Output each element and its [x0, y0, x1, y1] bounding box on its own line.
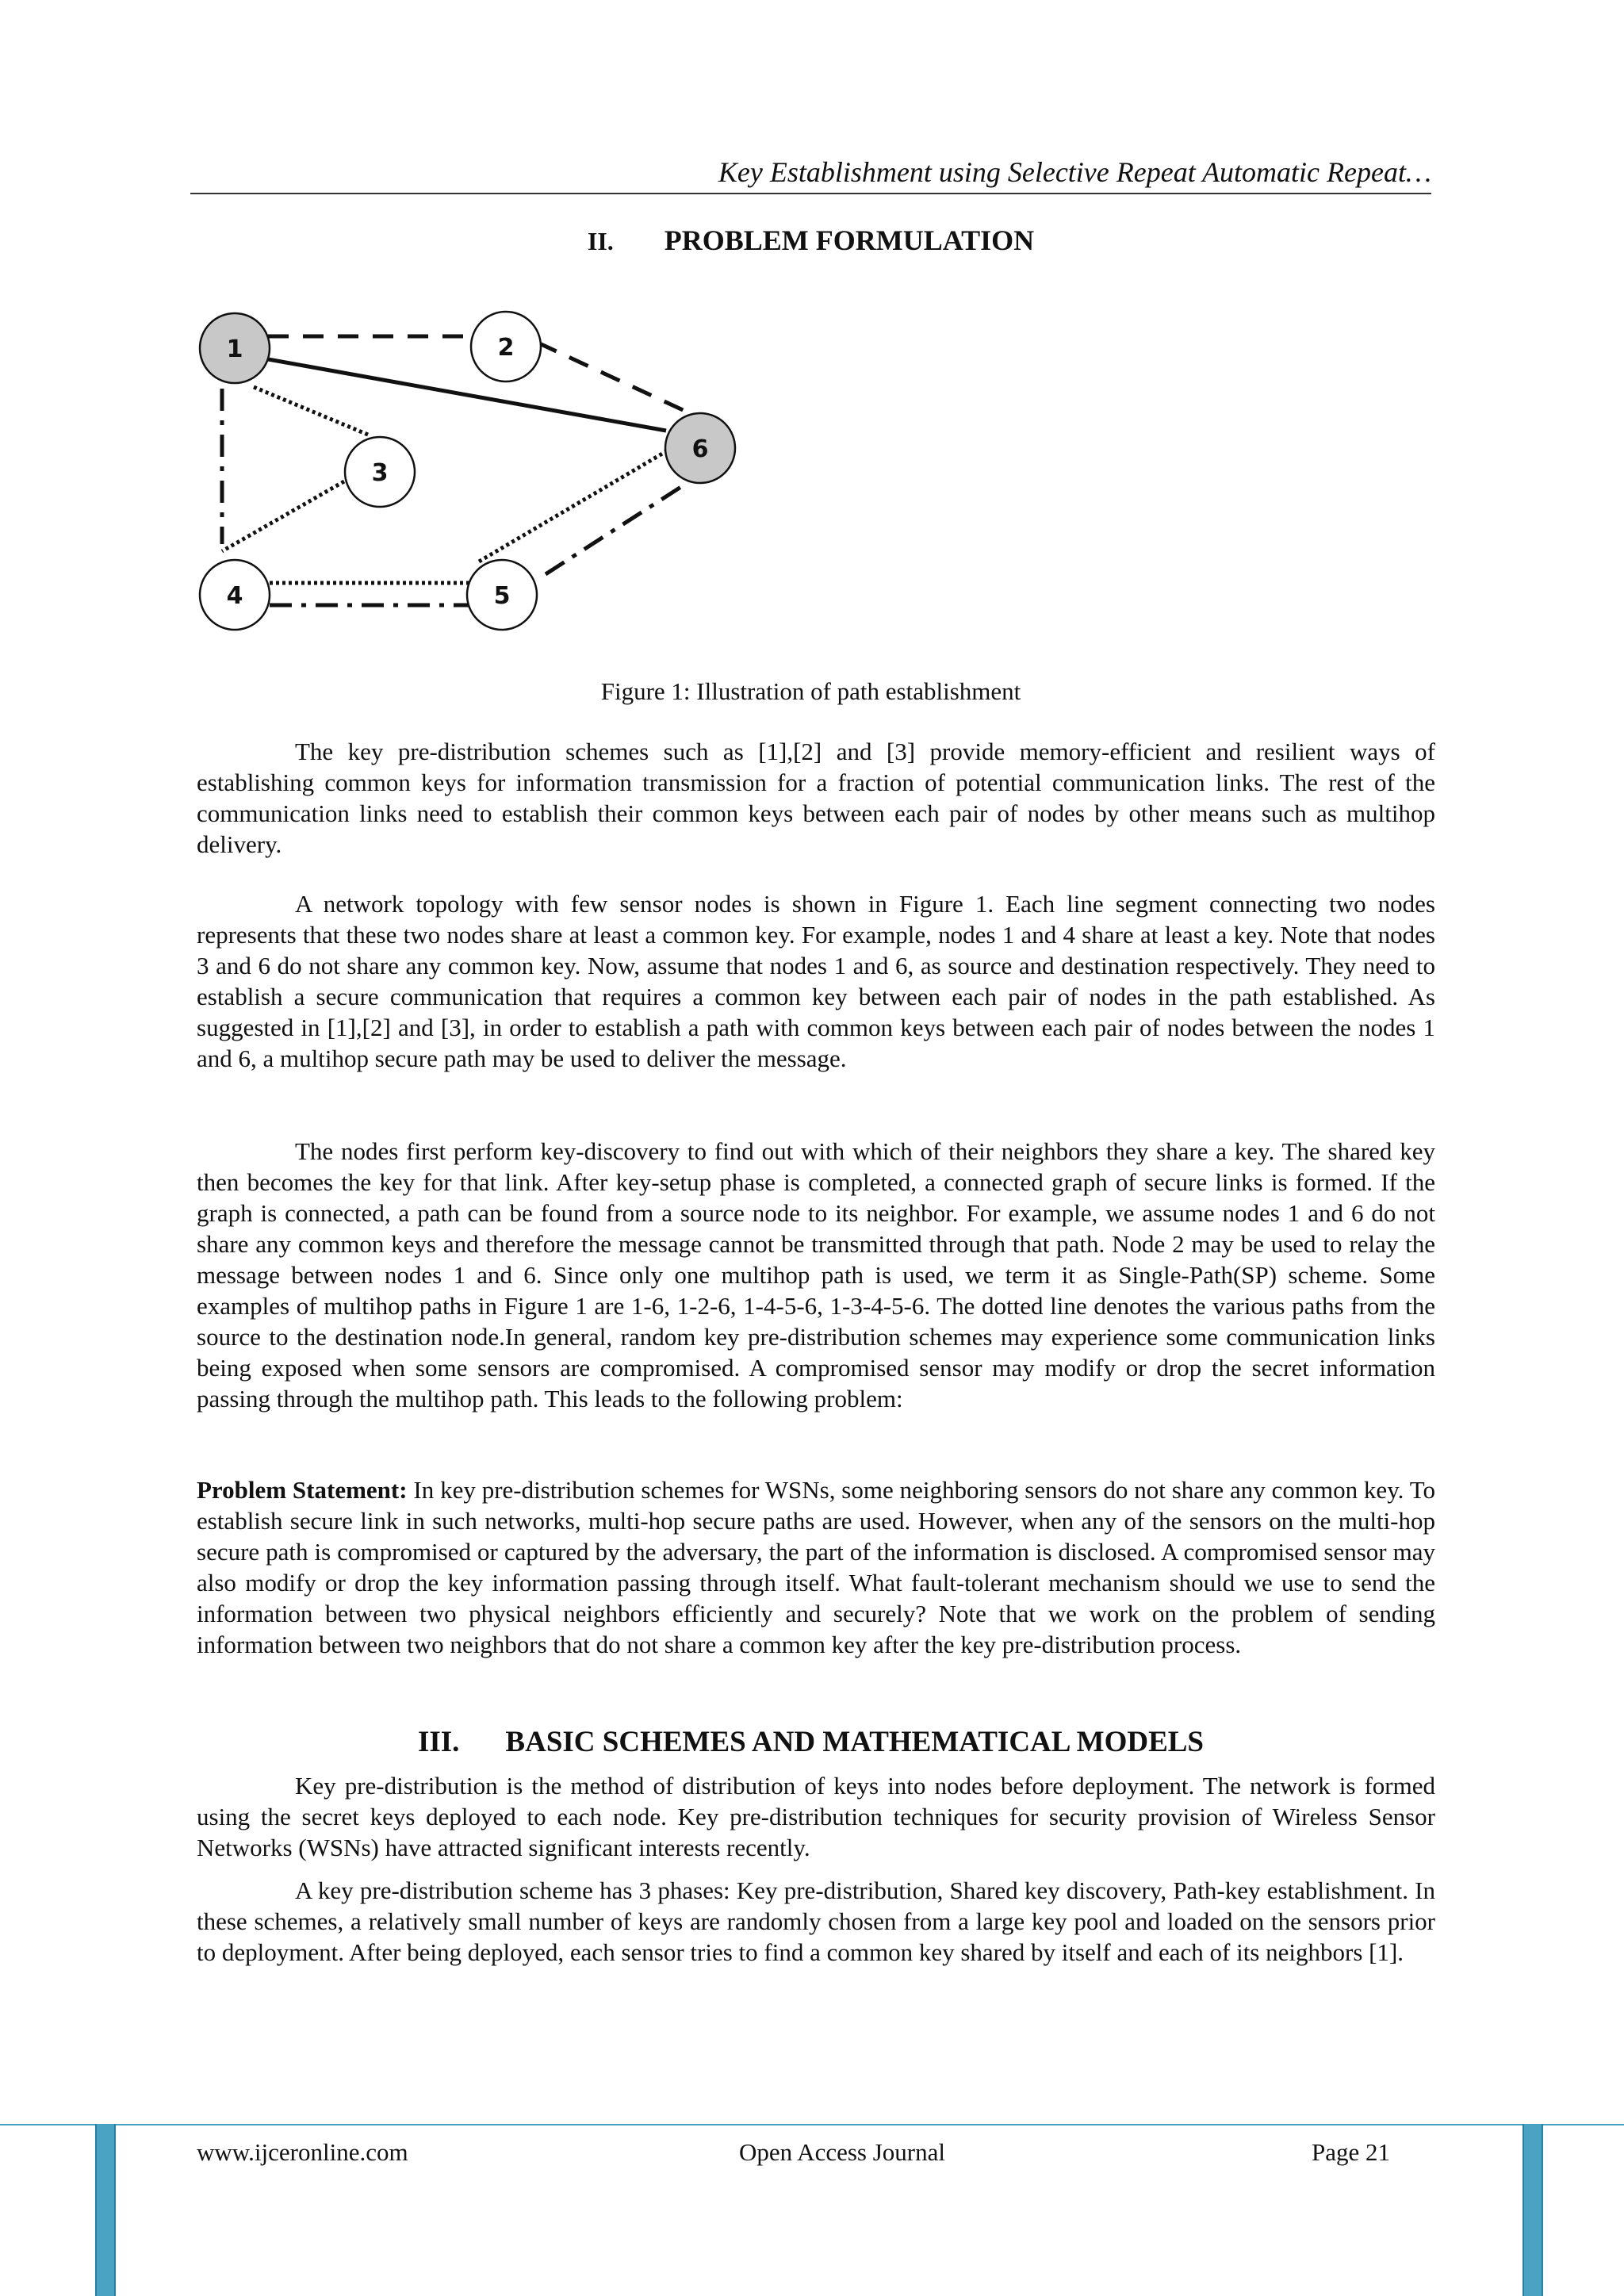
section-3-heading: [190, 1724, 1431, 1761]
paragraph-2-text: A network topology with few sensor nodes is shown in Figure 1. Each line segment connecting two nodes represents that these two nodes share at least a common key. For example, nodes 1 and 4 share at least a key. Note that nodes 3 and 6 do not share any common key. Now, assume that nodes 1 and 6, as source and destination respectively. They need to establish a secure communication that requires a common key between each pair of nodes in the path established. As suggested in [1],[2] and [3], in order to establish a path with common keys between each pair of nodes between the nodes 1 and 6, a multihop secure path may be used to deliver the message.: [197, 890, 1435, 1072]
footer-page-number: Page 21: [1312, 2138, 1391, 2166]
figure-1-caption: Figure 1: Illustration of path establishment: [600, 677, 1021, 705]
problem-statement-label: Problem Statement:: [197, 1476, 408, 1504]
section-2-number: II.: [587, 227, 614, 255]
node-4-label: 4: [226, 582, 243, 610]
section-2-title: PROBLEM FORMULATION: [664, 224, 1035, 256]
figure-1-network-diagram: [190, 301, 761, 650]
edge-5-6-dotted: [479, 450, 668, 562]
section-3-number: III.: [417, 1726, 460, 1758]
paragraph-3: [197, 1136, 1435, 1414]
header-rule: [190, 193, 1431, 194]
paragraph-1: [197, 736, 1435, 860]
edge-5-6-dashdot: [546, 482, 688, 574]
section-2-heading: [190, 222, 1431, 259]
footer-website: www.ijceronline.com: [197, 2138, 408, 2166]
paragraph-2: [197, 888, 1435, 1074]
node-1-label: 1: [226, 335, 243, 363]
footer-journal: Open Access Journal: [739, 2138, 945, 2166]
paragraph-1-text: The key pre-distribution schemes such as [1],[2] and [3] provide memory-efficient and resilient ways of establishing common keys for information transmission for a fraction of potential communication links. The rest of the communication links need to establish their common keys between each pair of nodes by other means such as multihop delivery.: [197, 738, 1435, 858]
problem-statement: [197, 1474, 1435, 1660]
section-3-body: [197, 1770, 1435, 1968]
section-3-title: BASIC SCHEMES AND MATHEMATICAL MODELS: [505, 1726, 1205, 1758]
footer-right-bar: [1522, 2124, 1543, 2296]
node-2-label: 2: [497, 334, 515, 362]
footer-rule: [0, 2124, 1624, 2125]
edge-2-6: [538, 343, 691, 414]
node-5-label: 5: [493, 582, 511, 610]
edge-1-3: [254, 387, 368, 435]
section-3-paragraph-2: A key pre-distribution scheme has 3 phases: Key pre-distribution, Shared key discovery, Path-key establishment. In these schemes, a relatively small number of keys are randomly chosen from a large key pool and loaded on the sensors prior to deployment. After being deployed, each sensor tries to find a common key shared by itself and each of its neighbors [1].: [197, 1876, 1435, 1966]
section-3-paragraph-1: Key pre-distribution is the method of distribution of keys into nodes before deployment. The network is formed using the secret keys deployed to each node. Key pre-distribution techniques for security provision of Wireless Sensor Networks (WSNs) have attracted significant interests recently.: [197, 1772, 1435, 1861]
node-6-label: 6: [691, 435, 709, 463]
running-header: Key Establishment using Selective Repeat Automatic Repeat…: [718, 156, 1431, 188]
edge-1-6: [268, 359, 666, 431]
footer-left-bar: [95, 2124, 116, 2296]
edge-3-4: [222, 481, 344, 551]
problem-statement-text: In key pre-distribution schemes for WSNs, some neighboring sensors do not share any common key. To establish secure link in such networks, multi-hop secure paths are used. However, when any of the sensors on the multi-hop secure path is compromised or captured by the adversary, the part of the information is disclosed. A compromised sensor may also modify or drop the key information passing through itself. What fault-tolerant mechanism should we use to send the information between two physical neighbors efficiently and securely? Note that we work on the problem of sending information between two neighbors that do not share a common key after the key pre-distribution process.: [197, 1476, 1436, 1658]
node-3-label: 3: [371, 459, 389, 487]
paragraph-3-text: The nodes first perform key-discovery to find out with which of their neighbors they share a key. The shared key then becomes the key for that link. After key-setup phase is completed, a connected graph of secure links is formed. If the graph is connected, a path can be found from a source node to its neighbor. For example, we assume nodes 1 and 6 do not share any common keys and therefore the message cannot be transmitted through that path. Node 2 may be used to relay the message between nodes 1 and 6. Since only one multihop path is used, we term it as Single-Path(SP) scheme. Some examples of multihop paths in Figure 1 are 1-6, 1-2-6, 1-4-5-6, 1-3-4-5-6. The dotted line denotes the various paths from the source to the destination node.In general, random key pre-distribution schemes may experience some communication links being exposed when some sensors are compromised. A compromised sensor may modify or drop the secret information passing through the multihop path. This leads to the following problem:: [197, 1137, 1435, 1412]
